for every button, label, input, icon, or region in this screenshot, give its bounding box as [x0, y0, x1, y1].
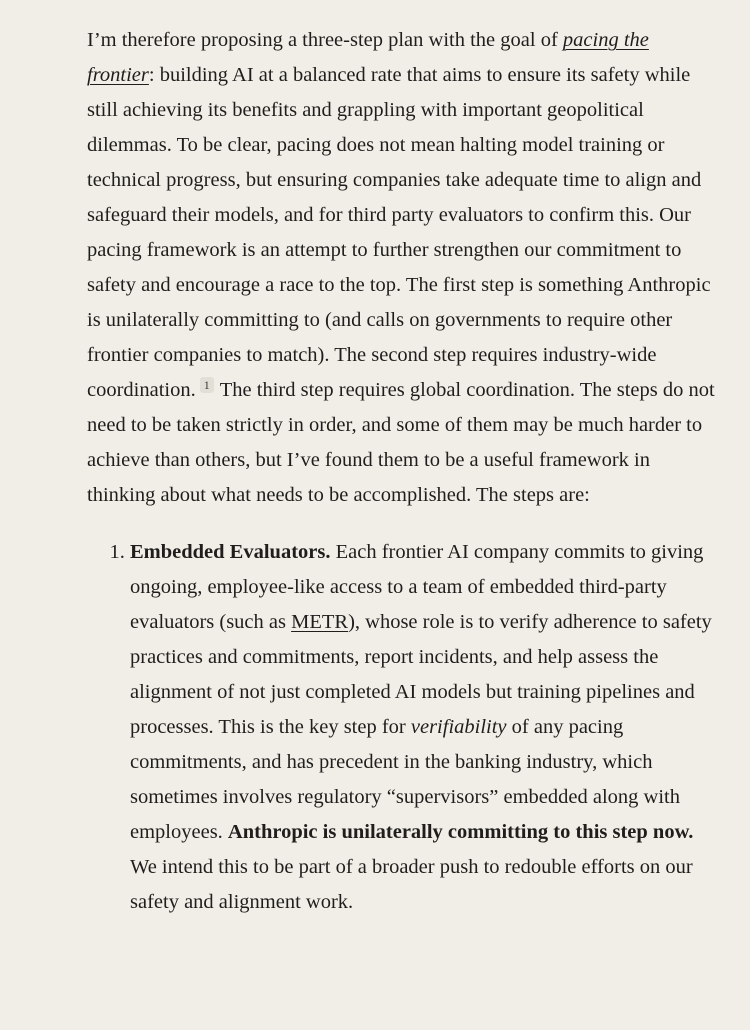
- step-1-text-1: Each frontier AI company commits to giving ongoing, employee-like access to a team of embedded third-party evaluators (such as: [130, 541, 704, 633]
- step-1-text-4: We intend this to be part of a broader push to redouble efforts on our safety and alignment work.: [130, 856, 693, 913]
- step-1-verifiability: verifiability: [410, 716, 507, 738]
- step-1-text-3: of any pacing commitments, and has precedent in the banking industry, which sometimes involves regulatory “supervisors” embedded along with employees.: [130, 716, 680, 843]
- intro-paragraph: [87, 23, 715, 513]
- intro-text-2: : building AI at a balanced rate that aims to ensure its safety while still achieving its benefits and grappling with important geopolitical dilemmas. To be clear, pacing does not mean halting model training or technical progress, but ensuring companies take adequate time to align and safeguard their models, and for third party evaluators to confirm this. Our pacing framework is an attempt to further strengthen our commitment to safety and encourage a race to the top. The first step is something Anthropic is unilaterally committing to (and calls on governments to require other frontier companies to match). The second step requires industry-wide coordination.: [87, 64, 711, 401]
- intro-text-3: The third step requires global coordination. The steps do not need to be taken strictly in order, and some of them may be much harder to achieve than others, but I’ve found them to be a useful framework in thinking about what needs to be accomplished. The steps are:: [87, 379, 715, 506]
- intro-text-1: I’m therefore proposing a three-step plan with the goal of: [87, 29, 563, 51]
- step-1-text-2: ), whose role is to verify adherence to safety practices and commitments, report incidents, and help assess the alignment of not just completed AI models but training pipelines and processes. This is the key step for: [130, 611, 712, 738]
- step-embedded-evaluators: [130, 535, 715, 920]
- step-1-title: Embedded Evaluators.: [130, 541, 331, 563]
- footnote-1-badge[interactable]: 1: [200, 377, 214, 393]
- pacing-the-frontier-link[interactable]: pacing the frontier: [87, 29, 649, 86]
- article-body: [87, 23, 715, 920]
- steps-list: [87, 535, 715, 920]
- step-1-commitment: Anthropic is unilaterally committing to this step now.: [227, 821, 694, 843]
- metr-link[interactable]: METR: [291, 611, 349, 633]
